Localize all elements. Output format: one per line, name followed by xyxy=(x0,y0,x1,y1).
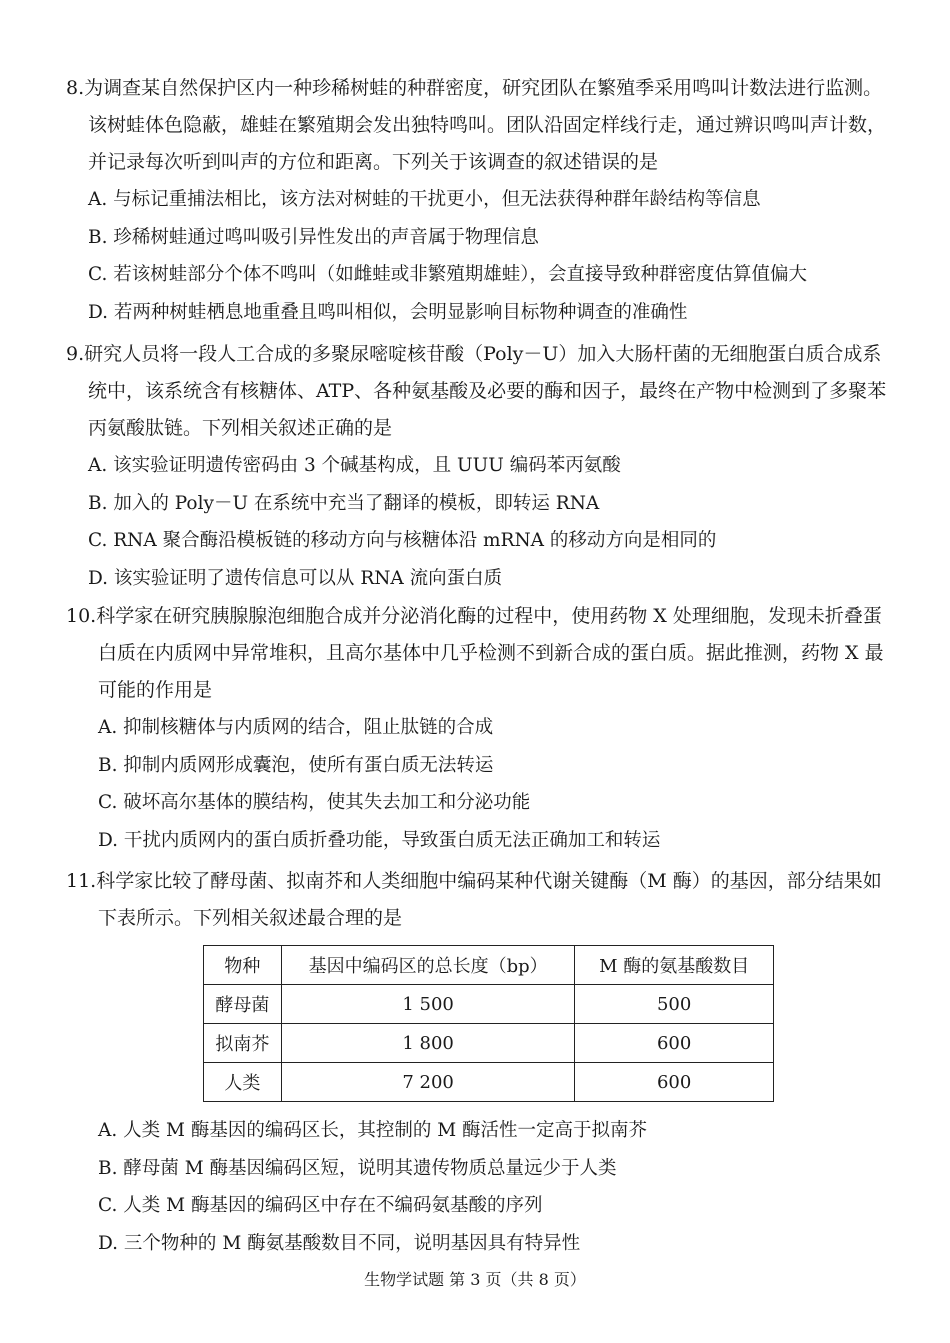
table-header-row xyxy=(204,946,774,985)
table-cell-species: 酵母菌 xyxy=(204,985,282,1024)
table-cell-coding-length: 1 500 xyxy=(281,985,574,1024)
question-11-number: 11. xyxy=(66,870,97,892)
question-11 xyxy=(66,863,896,937)
question-11-option-d: D. 三个物种的 M 酶氨基酸数目不同，说明基因具有特异性 xyxy=(98,1232,581,1254)
question-9 xyxy=(66,336,896,597)
question-11-stem xyxy=(66,863,896,937)
table-cell-amino-acids: 600 xyxy=(575,1063,774,1102)
question-11-text: 科学家比较了酵母菌、拟南芥和人类细胞中编码某种代谢关键酶（M 酶）的基因，部分结果如下表所示。下列相关叙述最合理的是 xyxy=(96,870,882,929)
question-9-option-b: B. 加入的 Poly－U 在系统中充当了翻译的模板，即转运 RNA xyxy=(88,492,600,514)
question-8 xyxy=(66,70,896,331)
table-cell-amino-acids: 600 xyxy=(575,1024,774,1063)
question-10-stem xyxy=(66,598,896,709)
question-11-option-b: B. 酵母菌 M 酶基因编码区短，说明其遗传物质总量远少于人类 xyxy=(98,1157,617,1179)
table-row xyxy=(204,1024,774,1063)
question-9-option-c: C. RNA 聚合酶沿模板链的移动方向与核糖体沿 mRNA 的移动方向是相同的 xyxy=(88,530,717,551)
question-8-option-c: C. 若该树蛙部分个体不鸣叫（如雌蛙或非繁殖期雄蛙），会直接导致种群密度估算值偏大 xyxy=(88,264,808,285)
question-10 xyxy=(66,598,896,859)
question-8-option-a: A. 与标记重捕法相比，该方法对树蛙的干扰更小，但无法获得种群年龄结构等信息 xyxy=(88,189,761,210)
question-10-option-d: D. 干扰内质网内的蛋白质折叠功能，导致蛋白质无法正确加工和转运 xyxy=(98,829,661,851)
table-header-species: 物种 xyxy=(204,946,282,985)
table-cell-species: 人类 xyxy=(204,1063,282,1102)
question-8-number: 8. xyxy=(66,77,85,99)
table-header-coding-length: 基因中编码区的总长度（bp） xyxy=(281,946,574,985)
question-11-option-a: A. 人类 M 酶基因的编码区长，其控制的 M 酶活性一定高于拟南芥 xyxy=(98,1120,648,1141)
question-9-stem xyxy=(66,336,896,447)
question-9-option-a: A. 该实验证明遗传密码由 3 个碱基构成，且 UUU 编码苯丙氨酸 xyxy=(88,455,621,476)
table-cell-species: 拟南芥 xyxy=(204,1024,282,1063)
question-9-option-d: D. 该实验证明了遗传信息可以从 RNA 流向蛋白质 xyxy=(88,567,503,589)
table-cell-amino-acids: 500 xyxy=(575,985,774,1024)
question-9-number: 9. xyxy=(66,343,85,365)
table-cell-coding-length: 1 800 xyxy=(281,1024,574,1063)
question-10-option-b: B. 抑制内质网形成囊泡，使所有蛋白质无法转运 xyxy=(98,754,494,776)
question-8-stem xyxy=(66,70,896,181)
question-8-text: 为调查某自然保护区内一种珍稀树蛙的种群密度，研究团队在繁殖季采用鸣叫计数法进行监测。该树蛙体色隐蔽，雄蛙在繁殖期会发出独特鸣叫。团队沿固定样线行走，通过辨识鸣叫声计数，并记录每次听到叫声的方位和距离。下列关于该调查的叙述错误的是 xyxy=(84,77,887,173)
table-row xyxy=(204,1063,774,1102)
table-row xyxy=(204,985,774,1024)
gene-comparison-table xyxy=(203,945,774,1102)
question-10-option-c: C. 破坏高尔基体的膜结构，使其失去加工和分泌功能 xyxy=(98,792,531,813)
question-9-text: 研究人员将一段人工合成的多聚尿嘧啶核苷酸（Poly－U）加入大肠杆菌的无细胞蛋白质合成系统中，该系统含有核糖体、ATP、各种氨基酸及必要的酶和因子，最终在产物中检测到了多聚苯丙氨酸肽链。下列相关叙述正确的是 xyxy=(84,343,887,439)
question-10-option-a: A. 抑制核糖体与内质网的结合，阻止肽链的合成 xyxy=(98,717,494,738)
question-11-options xyxy=(66,1112,896,1262)
question-11-option-c: C. 人类 M 酶基因的编码区中存在不编码氨基酸的序列 xyxy=(98,1195,543,1216)
question-10-number: 10. xyxy=(66,605,97,627)
question-10-text: 科学家在研究胰腺腺泡细胞合成并分泌消化酶的过程中，使用药物 X 处理细胞，发现未折叠蛋白质在内质网中异常堆积，且高尔基体中几乎检测不到新合成的蛋白质。据此推测，药物 X 最可能的作用是 xyxy=(96,605,884,701)
table-cell-coding-length: 7 200 xyxy=(281,1063,574,1102)
page-footer: 生物学试题 第 3 页（共 8 页） xyxy=(364,1270,586,1289)
question-8-option-b: B. 珍稀树蛙通过鸣叫吸引异性发出的声音属于物理信息 xyxy=(88,226,539,248)
question-8-option-d: D. 若两种树蛙栖息地重叠且鸣叫相似，会明显影响目标物种调查的准确性 xyxy=(88,301,688,323)
table-header-amino-acids: M 酶的氨基酸数目 xyxy=(575,946,774,985)
